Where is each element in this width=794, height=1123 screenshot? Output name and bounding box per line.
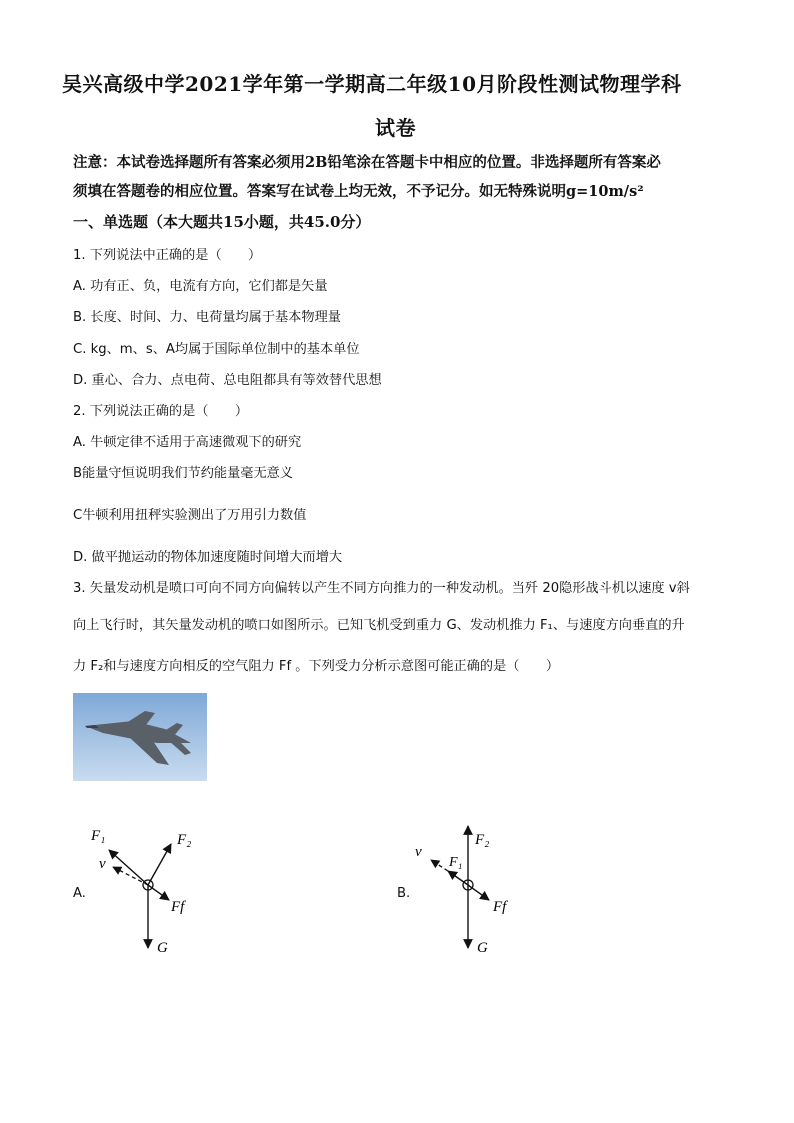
question-3-stem-line1: 3. 矢量发动机是喷口可向不同方向偏转以产生不同方向推力的一种发动机。当歼 20隐形战斗机以速度 v斜: [73, 581, 690, 596]
diagram-a-option-label: A.: [73, 886, 86, 901]
question-2-option-b: B能量守恒说明我们节约能量毫无意义: [73, 466, 294, 481]
notice-line2: 须填在答题卷的相应位置。答案写在试卷上均无效，不予记分。如无特殊说明g=10m/s²: [73, 183, 644, 200]
diagram-a-ff-arrow: [148, 885, 169, 900]
diagram-a-f2-label: F₂: [177, 832, 192, 848]
diagram-b-ff-arrow: [468, 885, 489, 900]
diagram-b-f2-label: F₂: [475, 832, 490, 848]
question-3-stem-line2: 向上飞行时，其矢量发动机的喷口如图所示。已知飞机受到重力 G、发动机推力 F₁、与速度方向垂直的升: [73, 618, 685, 633]
diagram-b-v-label: v: [415, 844, 422, 860]
diagram-b-ff-label: Ff: [493, 899, 507, 915]
diagram-b: [405, 818, 535, 963]
question-1-option-c: C. kg、m、s、A均属于国际单位制中的基本单位: [73, 342, 360, 357]
fighter-jet-photo: [73, 693, 207, 781]
diagram-b-f1-arrow: [448, 871, 468, 885]
diagram-a-f2-arrow: [148, 844, 171, 885]
diagram-a-g-label: G: [157, 940, 168, 956]
question-1-stem: 1. 下列说法中正确的是（ ）: [73, 248, 262, 263]
diagram-a-v-label: v: [99, 856, 106, 872]
page-title-line2: 试卷: [375, 116, 416, 140]
question-2-option-a: A. 牛顿定律不适用于高速微观下的研究: [73, 435, 302, 450]
diagram-a-f1-label: F₁: [91, 828, 106, 844]
question-1-option-a: A. 功有正、负，电流有方向，它们都是矢量: [73, 279, 328, 294]
page-title: 吴兴高级中学2021学年第一学期高二年级10月阶段性测试物理学科: [62, 72, 682, 96]
diagram-b-g-label: G: [477, 940, 488, 956]
diagram-b-option-label: B.: [397, 886, 411, 901]
question-1-option-d: D. 重心、合力、点电荷、总电阻都具有等效替代思想: [73, 373, 382, 388]
diagram-b-f1-label: F₁: [449, 855, 463, 870]
diagram-a: [85, 818, 215, 963]
question-1-option-b: B. 长度、时间、力、电荷量均属于基本物理量: [73, 310, 341, 325]
question-2-option-c: C牛顿利用扭秤实验测出了万用引力数值: [73, 508, 307, 523]
question-3-stem-line3: 力 F₂和与速度方向相反的空气阻力 Ff 。下列受力分析示意图可能正确的是（ ）: [73, 659, 560, 674]
diagram-a-ff-label: Ff: [171, 899, 185, 915]
question-2-stem: 2. 下列说法正确的是（ ）: [73, 404, 249, 419]
question-2-option-d: D. 做平抛运动的物体加速度随时间增大而增大: [73, 550, 343, 565]
diagram-b-v-arrow: [431, 860, 448, 871]
section-heading: 一、单选题（本大题共15小题，共45.0分）: [73, 213, 371, 231]
notice-line1: 注意：本试卷选择题所有答案必须用2B铅笔涂在答题卡中相应的位置。非选择题所有答案必: [73, 154, 661, 171]
